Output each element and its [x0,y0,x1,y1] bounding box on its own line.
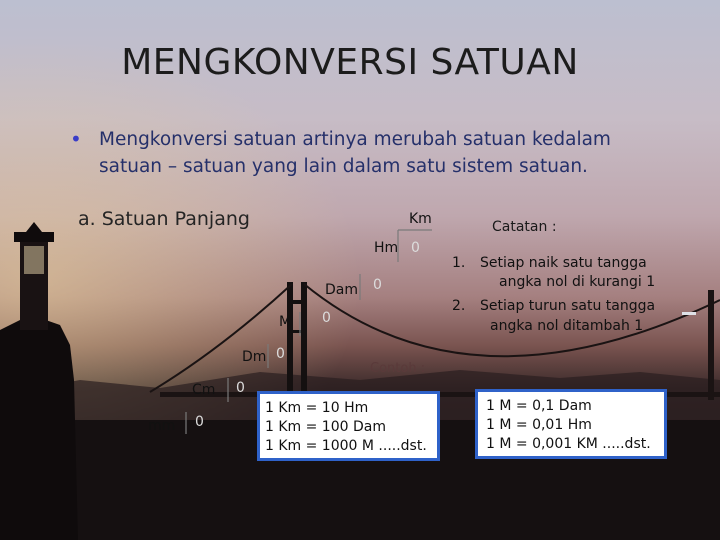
slide-title: MENGKONVERSI SATUAN [121,42,579,83]
unit-zero-cm: 0 [236,380,245,396]
unit-label-dam: Dam [325,282,358,298]
unit-label-cm: Cm [192,382,216,398]
notes-title: Catatan : [492,219,557,235]
note-2-number: 2. [452,298,466,314]
unit-label-mm: mm [148,418,176,434]
unit-label-m: M [279,314,292,330]
example-km-2: 1 Km = 100 Dam [265,419,386,435]
example-m-1: 1 M = 0,1 Dam [486,398,592,414]
note-1-number: 1. [452,255,466,271]
examples-label: Contoh : [370,361,426,376]
bullet-text: Mengkonversi satuan artinya merubah satuan kedalam satuan – satuan yang lain dalam satu sistem satuan. [99,129,611,177]
example-km-1: 1 Km = 10 Hm [265,400,369,416]
bullet-marker: • [70,127,82,151]
unit-zero-m: 0 [322,310,331,326]
examples-m-box [475,389,667,459]
unit-zero-hm: 0 [411,240,420,256]
example-m-2: 1 M = 0,01 Hm [486,417,592,433]
unit-zero-dam: 0 [373,277,382,293]
unit-label-km: Km [409,211,432,227]
unit-zero-dm: 0 [276,346,285,362]
examples-km-box [257,391,440,461]
note-2-line-1: Setiap turun satu tangga [480,298,656,314]
example-m-3: 1 M = 0,001 KM .....dst. [486,436,651,452]
note-1-line-1: Setiap naik satu tangga [480,255,647,271]
unit-label-hm: Hm [374,240,399,256]
section-title: a. Satuan Panjang [78,208,250,230]
note-1-line-2: angka nol di kurangi 1 [499,274,656,290]
example-km-3: 1 Km = 1000 M .....dst. [265,438,427,454]
unit-zero-mm: 0 [195,414,204,430]
note-2-line-2: angka nol ditambah 1 [490,318,644,334]
unit-label-dm: Dm [242,349,267,365]
